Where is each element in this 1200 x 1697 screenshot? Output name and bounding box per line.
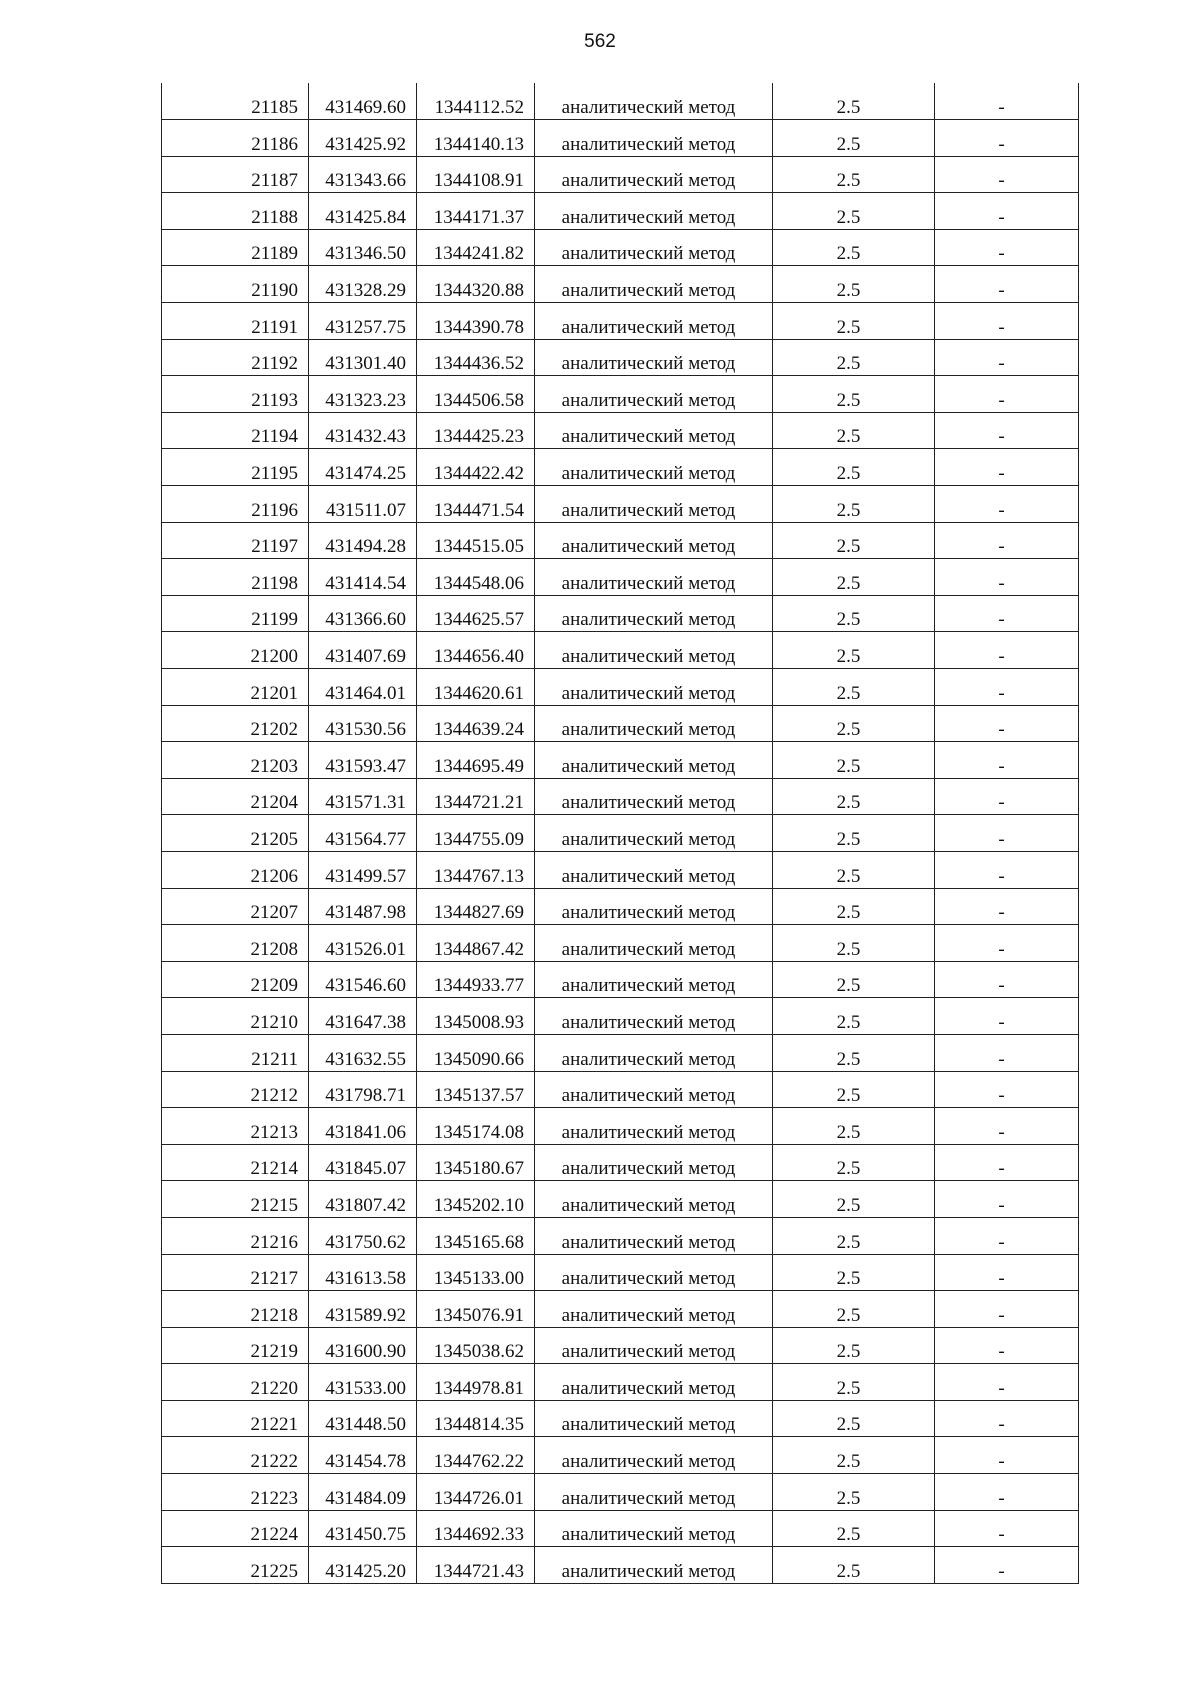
y-coordinate-cell: 1344721.43 [417,1547,535,1584]
note-cell: - [935,632,1079,669]
note-cell: - [935,156,1079,193]
accuracy-cell: 2.5 [773,1217,935,1254]
note-cell: - [935,339,1079,376]
table-row [162,412,1079,449]
y-coordinate-cell: 1344726.01 [417,1474,535,1511]
accuracy-cell: 2.5 [773,815,935,852]
point-number-cell: 21189 [162,229,309,266]
table-row [162,851,1079,888]
y-coordinate-cell: 1344695.49 [417,742,535,779]
table-row [162,815,1079,852]
y-coordinate-cell: 1344425.23 [417,412,535,449]
method-cell: аналитический метод [535,156,773,193]
point-number-cell: 21218 [162,1291,309,1328]
note-cell: - [935,1254,1079,1291]
method-cell: аналитический метод [535,1437,773,1474]
accuracy-cell: 2.5 [773,961,935,998]
note-cell: - [935,595,1079,632]
table-row [162,1034,1079,1071]
y-coordinate-cell: 1344140.13 [417,120,535,157]
x-coordinate-cell: 431323.23 [309,376,417,413]
y-coordinate-cell: 1344422.42 [417,449,535,486]
accuracy-cell: 2.5 [773,1034,935,1071]
point-number-cell: 21225 [162,1547,309,1584]
note-cell: - [935,120,1079,157]
method-cell: аналитический метод [535,1510,773,1547]
y-coordinate-cell: 1344755.09 [417,815,535,852]
note-cell: - [935,559,1079,596]
x-coordinate-cell: 431346.50 [309,229,417,266]
point-number-cell: 21190 [162,266,309,303]
point-number-cell: 21191 [162,303,309,340]
y-coordinate-cell: 1344171.37 [417,193,535,230]
x-coordinate-cell: 431533.00 [309,1364,417,1401]
accuracy-cell: 2.5 [773,888,935,925]
table-row [162,486,1079,523]
note-cell: - [935,1327,1079,1364]
y-coordinate-cell: 1344827.69 [417,888,535,925]
accuracy-cell: 2.5 [773,193,935,230]
point-number-cell: 21203 [162,742,309,779]
note-cell: - [935,376,1079,413]
accuracy-cell: 2.5 [773,742,935,779]
accuracy-cell: 2.5 [773,449,935,486]
note-cell: - [935,778,1079,815]
method-cell: аналитический метод [535,1547,773,1584]
accuracy-cell: 2.5 [773,303,935,340]
note-cell: - [935,1474,1079,1511]
y-coordinate-cell: 1344620.61 [417,669,535,706]
point-number-cell: 21197 [162,522,309,559]
y-coordinate-cell: 1344320.88 [417,266,535,303]
table-row [162,559,1079,596]
x-coordinate-cell: 431511.07 [309,486,417,523]
accuracy-cell: 2.5 [773,1327,935,1364]
accuracy-cell: 2.5 [773,1547,935,1584]
method-cell: аналитический метод [535,1144,773,1181]
point-number-cell: 21205 [162,815,309,852]
point-number-cell: 21223 [162,1474,309,1511]
table-row [162,1108,1079,1145]
x-coordinate-cell: 431798.71 [309,1071,417,1108]
x-coordinate-cell: 431450.75 [309,1510,417,1547]
x-coordinate-cell: 431593.47 [309,742,417,779]
method-cell: аналитический метод [535,522,773,559]
y-coordinate-cell: 1344721.21 [417,778,535,815]
method-cell: аналитический метод [535,412,773,449]
table-row [162,1400,1079,1437]
note-cell: - [935,1071,1079,1108]
table-row [162,120,1079,157]
method-cell: аналитический метод [535,120,773,157]
table-row [162,595,1079,632]
y-coordinate-cell: 1345076.91 [417,1291,535,1328]
point-number-cell: 21208 [162,925,309,962]
table-row [162,669,1079,706]
table-row [162,376,1079,413]
accuracy-cell: 2.5 [773,925,935,962]
y-coordinate-cell: 1344639.24 [417,705,535,742]
accuracy-cell: 2.5 [773,1474,935,1511]
method-cell: аналитический метод [535,449,773,486]
x-coordinate-cell: 431454.78 [309,1437,417,1474]
x-coordinate-cell: 431564.77 [309,815,417,852]
table-row [162,522,1079,559]
accuracy-cell: 2.5 [773,522,935,559]
accuracy-cell: 2.5 [773,412,935,449]
accuracy-cell: 2.5 [773,851,935,888]
point-number-cell: 21222 [162,1437,309,1474]
x-coordinate-cell: 431414.54 [309,559,417,596]
x-coordinate-cell: 431807.42 [309,1181,417,1218]
table-row [162,925,1079,962]
point-number-cell: 21209 [162,961,309,998]
point-number-cell: 21194 [162,412,309,449]
table-row [162,1547,1079,1584]
y-coordinate-cell: 1345090.66 [417,1034,535,1071]
note-cell: - [935,522,1079,559]
y-coordinate-cell: 1345133.00 [417,1254,535,1291]
point-number-cell: 21202 [162,705,309,742]
table-row [162,83,1079,120]
x-coordinate-cell: 431632.55 [309,1034,417,1071]
accuracy-cell: 2.5 [773,1254,935,1291]
note-cell: - [935,998,1079,1035]
accuracy-cell: 2.5 [773,156,935,193]
table-row [162,1474,1079,1511]
y-coordinate-cell: 1344241.82 [417,229,535,266]
coordinates-table [161,83,1079,1584]
method-cell: аналитический метод [535,851,773,888]
table-row [162,998,1079,1035]
y-coordinate-cell: 1345165.68 [417,1217,535,1254]
point-number-cell: 21192 [162,339,309,376]
method-cell: аналитический метод [535,925,773,962]
method-cell: аналитический метод [535,303,773,340]
x-coordinate-cell: 431526.01 [309,925,417,962]
method-cell: аналитический метод [535,595,773,632]
accuracy-cell: 2.5 [773,1071,935,1108]
method-cell: аналитический метод [535,888,773,925]
note-cell: - [935,705,1079,742]
table-row [162,339,1079,376]
table-row [162,1181,1079,1218]
point-number-cell: 21199 [162,595,309,632]
y-coordinate-cell: 1345137.57 [417,1071,535,1108]
note-cell: - [935,1364,1079,1401]
y-coordinate-cell: 1344390.78 [417,303,535,340]
note-cell: - [935,1437,1079,1474]
accuracy-cell: 2.5 [773,998,935,1035]
accuracy-cell: 2.5 [773,266,935,303]
method-cell: аналитический метод [535,961,773,998]
note-cell: - [935,851,1079,888]
note-cell: - [935,303,1079,340]
method-cell: аналитический метод [535,1217,773,1254]
table-row [162,303,1079,340]
method-cell: аналитический метод [535,1034,773,1071]
x-coordinate-cell: 431425.92 [309,120,417,157]
x-coordinate-cell: 431571.31 [309,778,417,815]
accuracy-cell: 2.5 [773,229,935,266]
point-number-cell: 21187 [162,156,309,193]
accuracy-cell: 2.5 [773,1364,935,1401]
note-cell: - [935,669,1079,706]
method-cell: аналитический метод [535,376,773,413]
accuracy-cell: 2.5 [773,1181,935,1218]
x-coordinate-cell: 431257.75 [309,303,417,340]
accuracy-cell: 2.5 [773,1108,935,1145]
method-cell: аналитический метод [535,1400,773,1437]
y-coordinate-cell: 1344108.91 [417,156,535,193]
y-coordinate-cell: 1344867.42 [417,925,535,962]
point-number-cell: 21204 [162,778,309,815]
point-number-cell: 21193 [162,376,309,413]
x-coordinate-cell: 431487.98 [309,888,417,925]
point-number-cell: 21220 [162,1364,309,1401]
accuracy-cell: 2.5 [773,705,935,742]
x-coordinate-cell: 431647.38 [309,998,417,1035]
x-coordinate-cell: 431613.58 [309,1254,417,1291]
method-cell: аналитический метод [535,229,773,266]
note-cell: - [935,925,1079,962]
method-cell: аналитический метод [535,339,773,376]
accuracy-cell: 2.5 [773,1437,935,1474]
method-cell: аналитический метод [535,1364,773,1401]
note-cell: - [935,888,1079,925]
x-coordinate-cell: 431407.69 [309,632,417,669]
point-number-cell: 21217 [162,1254,309,1291]
method-cell: аналитический метод [535,778,773,815]
method-cell: аналитический метод [535,1327,773,1364]
note-cell: - [935,1144,1079,1181]
note-cell: - [935,449,1079,486]
method-cell: аналитический метод [535,705,773,742]
note-cell: - [935,1217,1079,1254]
point-number-cell: 21213 [162,1108,309,1145]
note-cell: - [935,229,1079,266]
method-cell: аналитический метод [535,1474,773,1511]
point-number-cell: 21198 [162,559,309,596]
point-number-cell: 21195 [162,449,309,486]
x-coordinate-cell: 431474.25 [309,449,417,486]
point-number-cell: 21207 [162,888,309,925]
table-row [162,742,1079,779]
x-coordinate-cell: 431464.01 [309,669,417,706]
point-number-cell: 21200 [162,632,309,669]
y-coordinate-cell: 1345038.62 [417,1327,535,1364]
note-cell: - [935,83,1079,120]
point-number-cell: 21201 [162,669,309,706]
table-row [162,705,1079,742]
table-row [162,1144,1079,1181]
table-row [162,266,1079,303]
method-cell: аналитический метод [535,266,773,303]
table-row [162,632,1079,669]
accuracy-cell: 2.5 [773,669,935,706]
table-row [162,1254,1079,1291]
y-coordinate-cell: 1344656.40 [417,632,535,669]
point-number-cell: 21212 [162,1071,309,1108]
point-number-cell: 21219 [162,1327,309,1364]
method-cell: аналитический метод [535,193,773,230]
table-row [162,193,1079,230]
table-row [162,1291,1079,1328]
note-cell: - [935,412,1079,449]
note-cell: - [935,1400,1079,1437]
accuracy-cell: 2.5 [773,632,935,669]
accuracy-cell: 2.5 [773,1400,935,1437]
point-number-cell: 21221 [162,1400,309,1437]
point-number-cell: 21186 [162,120,309,157]
table-row [162,1437,1079,1474]
x-coordinate-cell: 431484.09 [309,1474,417,1511]
method-cell: аналитический метод [535,1254,773,1291]
y-coordinate-cell: 1344692.33 [417,1510,535,1547]
method-cell: аналитический метод [535,998,773,1035]
y-coordinate-cell: 1344471.54 [417,486,535,523]
accuracy-cell: 2.5 [773,1291,935,1328]
accuracy-cell: 2.5 [773,339,935,376]
point-number-cell: 21206 [162,851,309,888]
table-row [162,888,1079,925]
x-coordinate-cell: 431499.57 [309,851,417,888]
y-coordinate-cell: 1344978.81 [417,1364,535,1401]
x-coordinate-cell: 431600.90 [309,1327,417,1364]
table-row [162,156,1079,193]
x-coordinate-cell: 431432.43 [309,412,417,449]
note-cell: - [935,1547,1079,1584]
x-coordinate-cell: 431546.60 [309,961,417,998]
accuracy-cell: 2.5 [773,120,935,157]
x-coordinate-cell: 431366.60 [309,595,417,632]
method-cell: аналитический метод [535,742,773,779]
x-coordinate-cell: 431494.28 [309,522,417,559]
page-number: 562 [584,31,616,52]
note-cell: - [935,742,1079,779]
x-coordinate-cell: 431425.84 [309,193,417,230]
y-coordinate-cell: 1344506.58 [417,376,535,413]
method-cell: аналитический метод [535,1181,773,1218]
x-coordinate-cell: 431845.07 [309,1144,417,1181]
x-coordinate-cell: 431328.29 [309,266,417,303]
point-number-cell: 21196 [162,486,309,523]
method-cell: аналитический метод [535,486,773,523]
table-row [162,1510,1079,1547]
point-number-cell: 21211 [162,1034,309,1071]
accuracy-cell: 2.5 [773,486,935,523]
method-cell: аналитический метод [535,815,773,852]
table-row [162,229,1079,266]
y-coordinate-cell: 1344933.77 [417,961,535,998]
note-cell: - [935,1108,1079,1145]
method-cell: аналитический метод [535,632,773,669]
note-cell: - [935,1510,1079,1547]
method-cell: аналитический метод [535,83,773,120]
x-coordinate-cell: 431343.66 [309,156,417,193]
table-row [162,778,1079,815]
accuracy-cell: 2.5 [773,778,935,815]
x-coordinate-cell: 431425.20 [309,1547,417,1584]
point-number-cell: 21214 [162,1144,309,1181]
method-cell: аналитический метод [535,1291,773,1328]
point-number-cell: 21188 [162,193,309,230]
x-coordinate-cell: 431469.60 [309,83,417,120]
table-row [162,1327,1079,1364]
note-cell: - [935,1291,1079,1328]
point-number-cell: 21185 [162,83,309,120]
note-cell: - [935,1181,1079,1218]
note-cell: - [935,815,1079,852]
y-coordinate-cell: 1344515.05 [417,522,535,559]
x-coordinate-cell: 431301.40 [309,339,417,376]
accuracy-cell: 2.5 [773,595,935,632]
point-number-cell: 21210 [162,998,309,1035]
y-coordinate-cell: 1345008.93 [417,998,535,1035]
accuracy-cell: 2.5 [773,1510,935,1547]
accuracy-cell: 2.5 [773,559,935,596]
method-cell: аналитический метод [535,669,773,706]
x-coordinate-cell: 431589.92 [309,1291,417,1328]
note-cell: - [935,193,1079,230]
x-coordinate-cell: 431841.06 [309,1108,417,1145]
method-cell: аналитический метод [535,1108,773,1145]
x-coordinate-cell: 431448.50 [309,1400,417,1437]
note-cell: - [935,961,1079,998]
x-coordinate-cell: 431750.62 [309,1217,417,1254]
method-cell: аналитический метод [535,559,773,596]
note-cell: - [935,1034,1079,1071]
point-number-cell: 21224 [162,1510,309,1547]
method-cell: аналитический метод [535,1071,773,1108]
table-row [162,1364,1079,1401]
point-number-cell: 21215 [162,1181,309,1218]
note-cell: - [935,486,1079,523]
accuracy-cell: 2.5 [773,376,935,413]
y-coordinate-cell: 1344625.57 [417,595,535,632]
accuracy-cell: 2.5 [773,83,935,120]
y-coordinate-cell: 1344767.13 [417,851,535,888]
y-coordinate-cell: 1344436.52 [417,339,535,376]
coordinates-table-body [162,83,1079,1583]
table-row [162,1071,1079,1108]
y-coordinate-cell: 1344548.06 [417,559,535,596]
y-coordinate-cell: 1344112.52 [417,83,535,120]
point-number-cell: 21216 [162,1217,309,1254]
x-coordinate-cell: 431530.56 [309,705,417,742]
table-row [162,961,1079,998]
y-coordinate-cell: 1344762.22 [417,1437,535,1474]
table-row [162,449,1079,486]
y-coordinate-cell: 1344814.35 [417,1400,535,1437]
table-row [162,1217,1079,1254]
accuracy-cell: 2.5 [773,1144,935,1181]
note-cell: - [935,266,1079,303]
y-coordinate-cell: 1345174.08 [417,1108,535,1145]
y-coordinate-cell: 1345202.10 [417,1181,535,1218]
y-coordinate-cell: 1345180.67 [417,1144,535,1181]
